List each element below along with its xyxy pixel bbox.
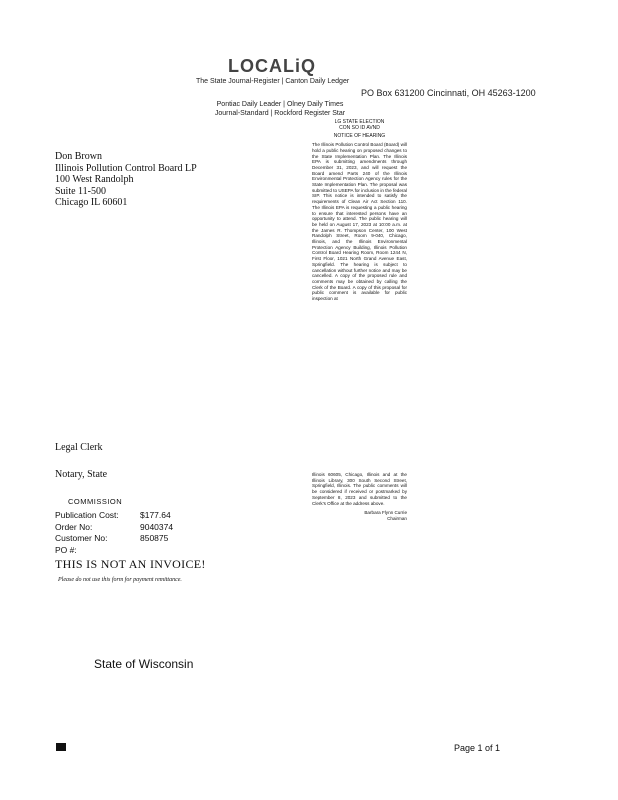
notary-label: Notary, State	[55, 469, 108, 480]
recipient-city: Chicago IL 60601	[55, 197, 128, 208]
customer-no-row	[55, 533, 173, 545]
order-no-label: Order No:	[55, 521, 93, 532]
po-row	[55, 545, 173, 557]
notice-title: NOTICE OF HEARING	[333, 133, 386, 140]
recipient-street: 100 West Randolph	[55, 174, 134, 185]
publications-line-3: Journal-Standard | Rockford Register Star	[214, 110, 346, 117]
notice-signature-title: Chairman	[387, 515, 407, 521]
publications-lines	[210, 100, 350, 118]
recipient-address	[55, 151, 197, 209]
publication-cost-value: $177.64	[140, 510, 171, 520]
order-info	[55, 510, 173, 556]
recipient-name: Don Brown	[55, 151, 102, 162]
notice-body-2: Illinois 60605, Chicago, Illinois and at the Illinois Library, 300 South Second Street, Springfield, Illinois. The public comments will be considered if received or postmarked by September 8, 2023 and submitted to the Clerk's Office at the address above.	[312, 472, 407, 506]
customer-no-label: Customer No:	[55, 533, 108, 543]
customer-no-value: 850875	[140, 533, 169, 543]
publications-line-2: Pontiac Daily Leader | Olney Daily Times	[216, 101, 344, 108]
notice-heading-2: CON SO ID AVND	[339, 124, 380, 131]
legal-notice-continuation	[312, 472, 407, 522]
publications-line-1: The State Journal-Register | Canton Daily Ledger	[196, 78, 350, 85]
payment-remittance-note: Please do not use this form for payment remittance.	[58, 577, 182, 583]
state-of-label: State of Wisconsin	[94, 657, 194, 671]
commission-label: COMMISSION	[68, 497, 123, 506]
legal-notice-clipping	[312, 120, 407, 302]
recipient-suite: Suite 11-500	[55, 185, 107, 197]
localiq-logo: LOCALiQ	[228, 56, 316, 76]
page-number: Page 1 of 1	[454, 743, 501, 753]
po-box-address: PO Box 631200 Cincinnati, OH 45263-1200	[361, 88, 536, 98]
publication-cost-label: Publication Cost:	[55, 510, 119, 520]
recipient-org: Illinois Pollution Control Board LP	[55, 162, 197, 174]
po-label: PO #:	[55, 544, 77, 555]
notice-heading-1: LG STATE ELECTION	[334, 119, 385, 125]
not-an-invoice-notice: THIS IS NOT AN INVOICE!	[55, 557, 206, 571]
notice-signature: Barbara Flynn Currie	[364, 510, 407, 516]
notice-body: The Illinois Pollution Control Board (Board) will hold a public hearing on proposed changes to the State Implementation Plan. The Illinois EPA is submitting amendments through December 31, 2023, and will request the Board amend Parts 240 of the Illinois Environmental Protection Agency rules for the State Implementation Plan. The proposal was submitted to USEPA for inclusion in the federal SIP. This notice is intended to satisfy the requirements of Clean Air Act Section 110. The Illinois EPA is requesting a public hearing to ensure that interested persons have an opportunity to attend. The public hearing will be held on August 17, 2023 at 10:00 a.m. at the James R. Thompson Center, 100 West Randolph Street, Room 9-040, Chicago, Illinois, and the Illinois Environmental Protection Agency Building, Illinois Pollution Control Board Hearing Room, Room 1244 N, First Floor, 1021 North Grand Avenue East, Springfield. The hearing is subject to cancellation without further notice and may be cancelled. A copy of the proposed rule and comments may be obtained by calling the Clerk of the Board. A copy of this proposal for public comment is available for public inspection at	[312, 142, 407, 302]
order-no-value: 9040374	[140, 521, 174, 532]
order-no-row	[55, 522, 173, 534]
corner-mark-icon	[56, 743, 66, 751]
legal-clerk-label: Legal Clerk	[55, 442, 103, 453]
publication-cost-row	[55, 510, 173, 522]
